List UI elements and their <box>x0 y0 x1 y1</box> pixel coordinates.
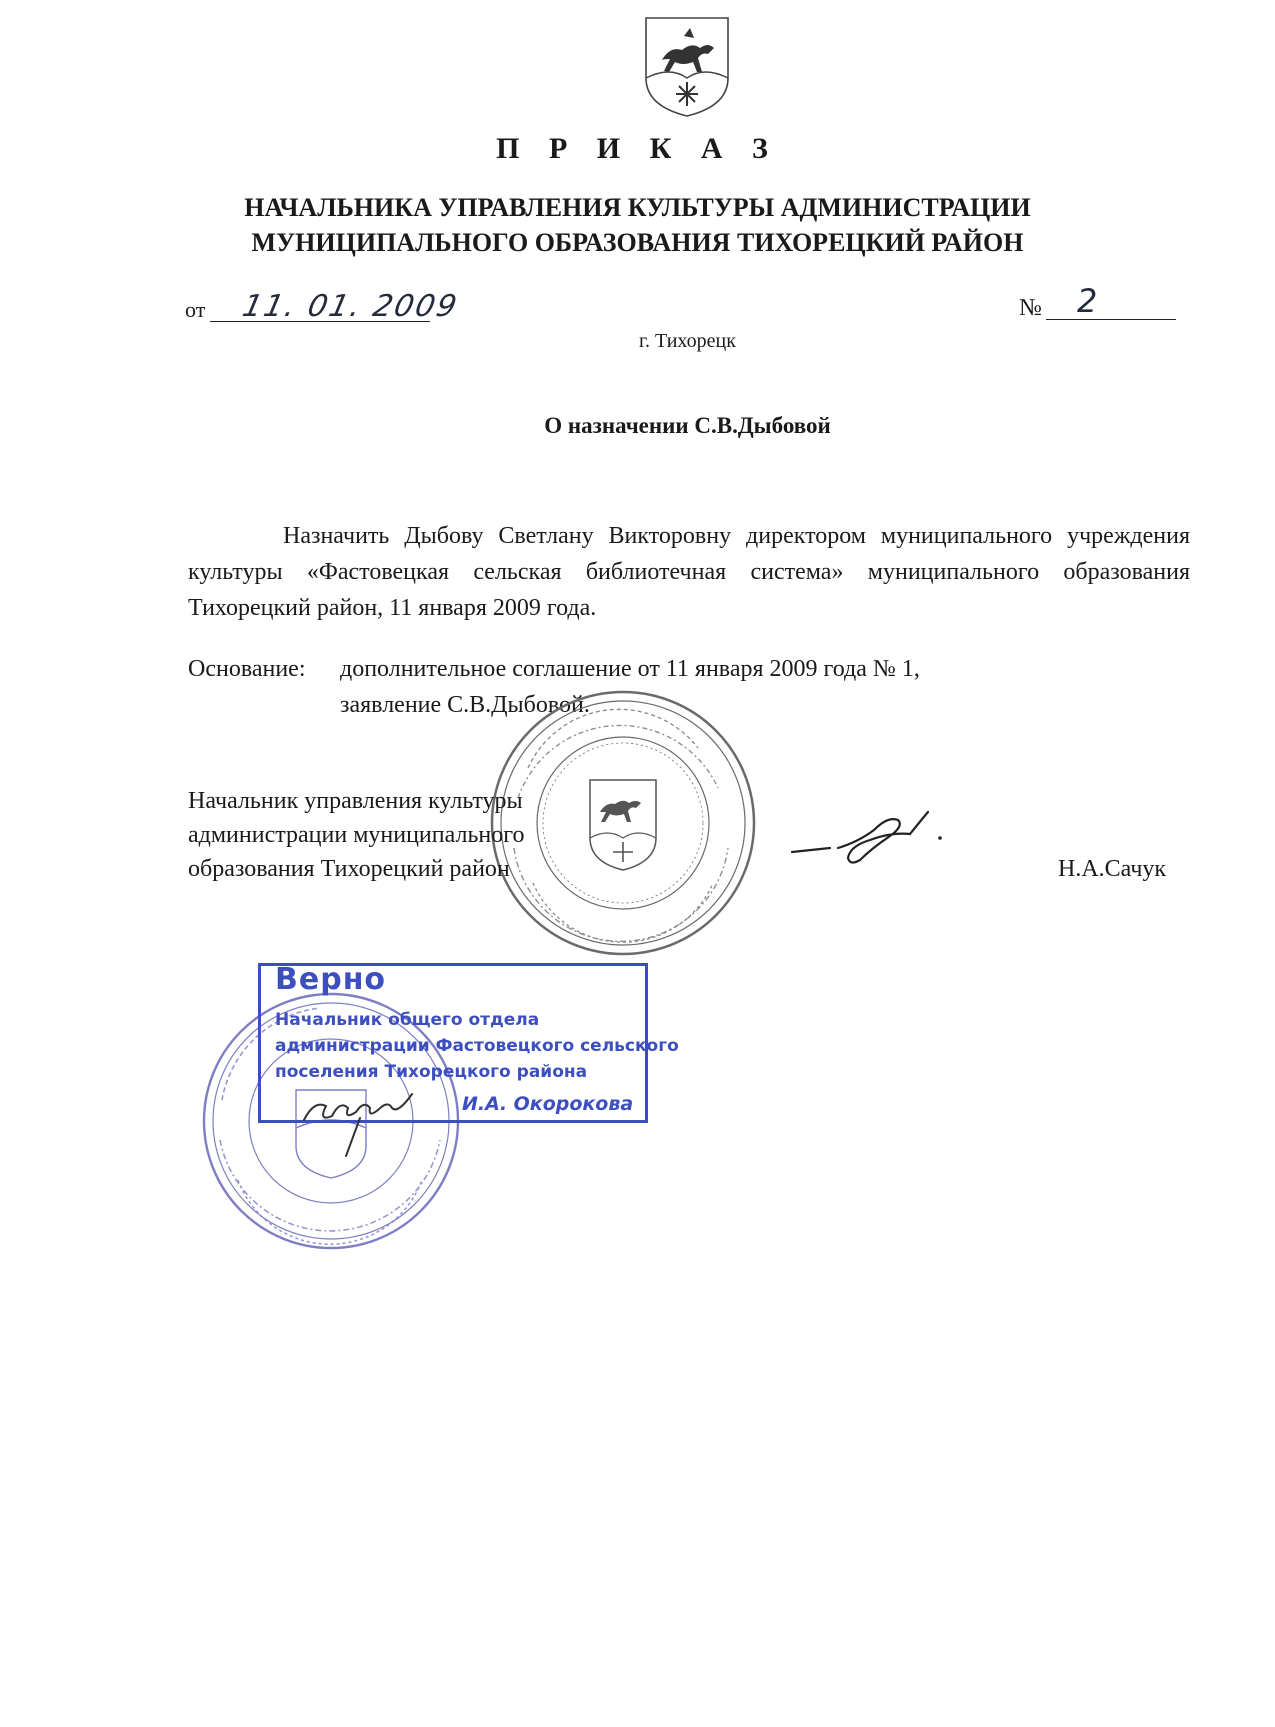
document-type-title: П Р И К А З <box>496 132 779 165</box>
number-handwritten: 2 <box>1077 282 1098 320</box>
basis-line-2: заявление С.В.Дыбовой. <box>340 692 590 718</box>
basis-label: Основание: <box>188 656 306 682</box>
stamp-verified-label: Верно <box>275 962 387 997</box>
organization-line-2: МУНИЦИПАЛЬНОГО ОБРАЗОВАНИЯ ТИХОРЕЦКИЙ РАЙОН <box>251 228 1024 257</box>
signatory-name: Н.А.Сачук <box>1058 856 1167 882</box>
stamp-line-2: Начальник общего отдела <box>275 1010 540 1030</box>
number-underline <box>1046 319 1176 320</box>
coat-of-arms-emblem-icon <box>640 14 734 118</box>
order-subject: О назначении С.В.Дыбовой <box>544 413 831 438</box>
certifier-signature <box>300 1060 430 1160</box>
official-seal-stamp <box>488 688 758 958</box>
number-label: № <box>1019 295 1042 321</box>
signatory-title-line-2: администрации муниципального <box>188 822 525 848</box>
date-label: от <box>185 297 206 322</box>
basis-line-1: дополнительное соглашение от 11 января 2009 года № 1, <box>340 656 920 682</box>
date-handwritten: 11. 01. 2009 <box>239 289 462 324</box>
stamp-official-name: И.А. Окорокова <box>462 1093 634 1115</box>
city-line: г. Тихорецк <box>639 330 736 352</box>
order-body <box>188 518 1190 626</box>
stamp-line-4: поселения Тихорецкого района <box>275 1062 588 1082</box>
order-paragraph: Назначить Дыбову Светлану Викторовну директором муниципального учреждения культуры «Фастовецкая сельская библиотечная система» муниципального образования Тихорецкий район, 11 января 2009 года. <box>188 523 1190 621</box>
signatory-title-line-3: образования Тихорецкий район <box>188 856 510 882</box>
stamp-line-3: администрации Фастовецкого сельского <box>275 1036 679 1056</box>
organization-line-1: НАЧАЛЬНИКА УПРАВЛЕНИЯ КУЛЬТУРЫ АДМИНИСТРАЦИИ <box>244 193 1031 222</box>
signatory-title-line-1: Начальник управления культуры <box>188 788 523 814</box>
handwritten-signature <box>790 808 950 878</box>
